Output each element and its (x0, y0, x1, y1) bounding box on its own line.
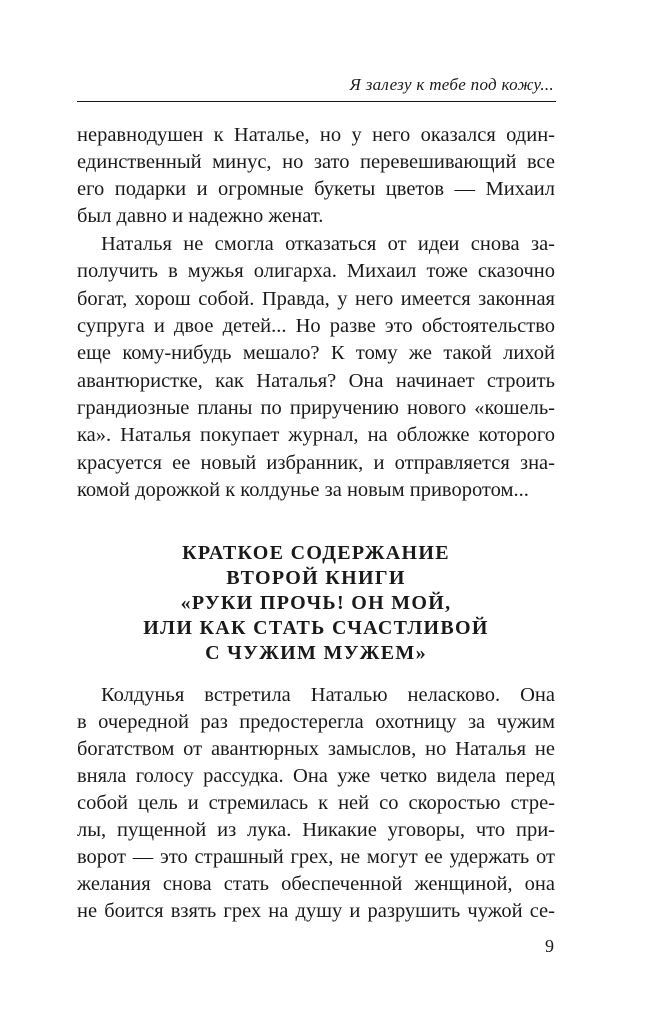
text-line: не боится взять грех на душу и разрушить чужой се- (77, 900, 555, 922)
page-number: 9 (545, 936, 554, 956)
text-line: ворот — это страшный грех, не могут ее удержать от (77, 846, 555, 868)
text-line: красуется ее новый избранник, и отправляется зна- (77, 452, 555, 474)
text-line: неравнодушен к Наталье, но у него оказался один- (77, 124, 555, 146)
heading-line: С ЧУЖИМ МУЖЕМ» (205, 642, 427, 664)
text-line: богат, хорош собой. Правда, у него имеется законная (77, 288, 555, 310)
text-line: супруга и двое детей... Но разве это обстоятельство (77, 315, 555, 337)
text-line: был давно и надежно женат. (77, 205, 324, 227)
text-line: комой дорожкой к колдунье за новым приворотом... (77, 479, 529, 501)
text-line: его подарки и огромные букеты цветов — Михаил (77, 178, 555, 200)
text-line: лы, пущенной из лука. Никакие уговоры, что при- (77, 819, 555, 841)
text-line: получить в мужья олигарха. Михаил тоже сказочно (77, 260, 555, 282)
text-line: грандиозные планы по приручению нового «кошель- (77, 397, 555, 419)
text-line: вняла голосу рассудка. Она уже четко видела перед (77, 765, 555, 787)
text-line: еще кому-нибудь мешало? К тому же такой лихой (77, 342, 555, 364)
running-head: Я залезу к тебе под кожу... (349, 75, 554, 94)
text-line: собой цель и стремилась к ней со скоростью стре- (77, 792, 555, 814)
running-head-rule (77, 101, 556, 102)
text-line: богатством от авантюрных замыслов, но Наталья не (77, 738, 555, 760)
text-line: Колдунья встретила Наталью неласково. Она (101, 684, 555, 706)
text-line: ка». Наталья покупает журнал, на обложке которого (77, 424, 555, 446)
text-line: Наталья не смогла отказаться от идеи снова за- (101, 233, 555, 255)
text-line: в очередной раз предостерегла охотницу за чужим (77, 711, 555, 733)
text-line: желания снова стать обеспеченной женщиной, она (77, 873, 555, 895)
heading-line: КРАТКОЕ СОДЕРЖАНИЕ (182, 542, 450, 564)
heading-line: ВТОРОЙ КНИГИ (226, 567, 406, 589)
text-line: единственный минус, но зато перевешивающий все (77, 151, 555, 173)
heading-line: ИЛИ КАК СТАТЬ СЧАСТЛИВОЙ (143, 617, 489, 639)
text-line: авантюристке, как Наталья? Она начинает строить (77, 370, 555, 392)
heading-line: «РУКИ ПРОЧЬ! ОН МОЙ, (180, 592, 452, 614)
